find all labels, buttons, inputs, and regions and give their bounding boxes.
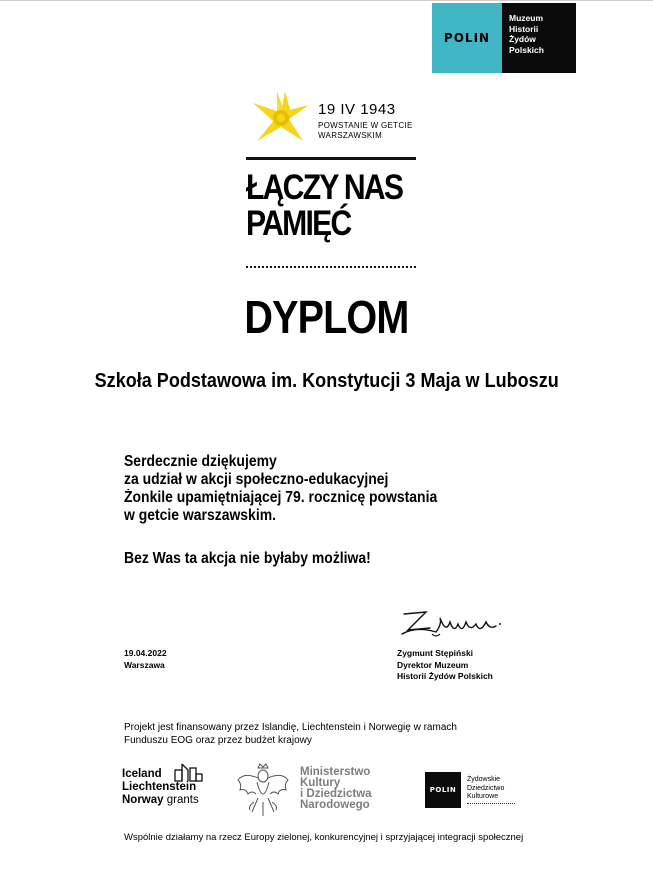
museum-name	[502, 3, 576, 55]
polin-logo-tile	[432, 3, 502, 73]
polin-small-logo-text: POLIN	[429, 786, 457, 794]
diploma-heading	[0, 290, 653, 344]
daffodil-icon	[247, 89, 311, 145]
polin-small-logo	[425, 772, 461, 808]
signature-graphic	[396, 604, 506, 640]
ministry-line: Kultury	[300, 777, 341, 789]
campaign-title-line: ŁĄCZY NAS	[246, 168, 403, 207]
signer-title-line: Dyrektor Muzeum	[397, 659, 469, 670]
heritage-line: Żydowskie	[467, 776, 501, 783]
funding-line: Projekt jest finansowany przez Islandię, Liechtenstein i Norwegię w ramach	[124, 722, 457, 733]
polin-logo-text: POLIN	[443, 31, 491, 45]
museum-name-tile	[502, 3, 576, 73]
issue-place: Warszawa	[124, 659, 165, 670]
eea-line: Iceland	[122, 768, 162, 780]
polin-museum-logo	[432, 3, 576, 73]
school-name-text: Szkoła Podstawowa im. Konstytucji 3 Maja w Luboszu	[94, 369, 559, 392]
top-border	[0, 0, 653, 1]
museum-name-line: Polskich	[509, 44, 544, 55]
school-name	[0, 369, 653, 393]
eea-grants: grants	[163, 794, 199, 806]
ministry-line: Narodowego	[300, 799, 370, 811]
uprising-caption	[318, 121, 428, 140]
thanks-paragraph	[124, 453, 544, 525]
date-place	[124, 648, 167, 671]
heritage-rule	[467, 803, 515, 804]
title-top-rule	[246, 157, 416, 160]
funding-note	[124, 721, 544, 747]
heritage-line: Dziedzictwo	[467, 784, 505, 792]
ministry-logo	[300, 767, 372, 811]
issue-date: 19.04.2022	[124, 648, 167, 658]
ministry-line: Ministerstwo	[300, 766, 371, 778]
polish-eagle-icon	[236, 762, 290, 818]
eea-grants-logo	[122, 762, 222, 812]
diploma-heading-text: DYPLOM	[244, 291, 409, 343]
uprising-caption-line: POWSTANIE W GETCIE	[318, 121, 413, 130]
eea-line: Liechtenstein	[122, 781, 197, 793]
eea-norway: Norway	[122, 794, 164, 806]
title-bottom-rule	[246, 266, 416, 268]
eea-grants-text	[122, 768, 199, 807]
eea-line-norway	[122, 794, 199, 807]
thanks-line: w getcie warszawskim.	[124, 507, 276, 524]
signer-block	[397, 648, 493, 683]
museum-name-line: Żydów	[509, 34, 536, 44]
thanks-line: Żonkile upamiętniającej 79. rocznicę powstania	[124, 489, 438, 506]
campaign-title	[246, 170, 418, 242]
heritage-line: Kulturowe	[467, 793, 499, 800]
funding-line: Funduszu EOG oraz przez budżet krajowy	[124, 735, 312, 746]
footer-statement: Wspólnie działamy na rzecz Europy zielonej, konkurencyjnej i sprzyjającej integracji społecznej	[124, 832, 524, 843]
campaign-title-line: PAMIĘĆ	[246, 204, 351, 243]
thanks-line: Serdecznie dziękujemy	[124, 453, 277, 470]
signer-title-line: Historii Żydów Polskich	[397, 671, 493, 681]
uprising-caption-line: WARSZAWSKIM	[318, 130, 383, 140]
museum-name-line: Muzeum	[509, 13, 543, 23]
uprising-date: 19 IV 1943	[318, 101, 396, 118]
signer-name: Zygmunt Stępiński	[397, 648, 474, 658]
thanks-line: za udział w akcji społeczno-edukacyjnej	[124, 471, 389, 488]
ministry-line: i Dziedzictwa	[300, 788, 372, 800]
museum-name-line: Historii	[509, 23, 539, 34]
closing-line: Bez Was ta akcja nie byłaby możliwa!	[124, 550, 371, 567]
jewish-heritage-label	[467, 776, 504, 802]
